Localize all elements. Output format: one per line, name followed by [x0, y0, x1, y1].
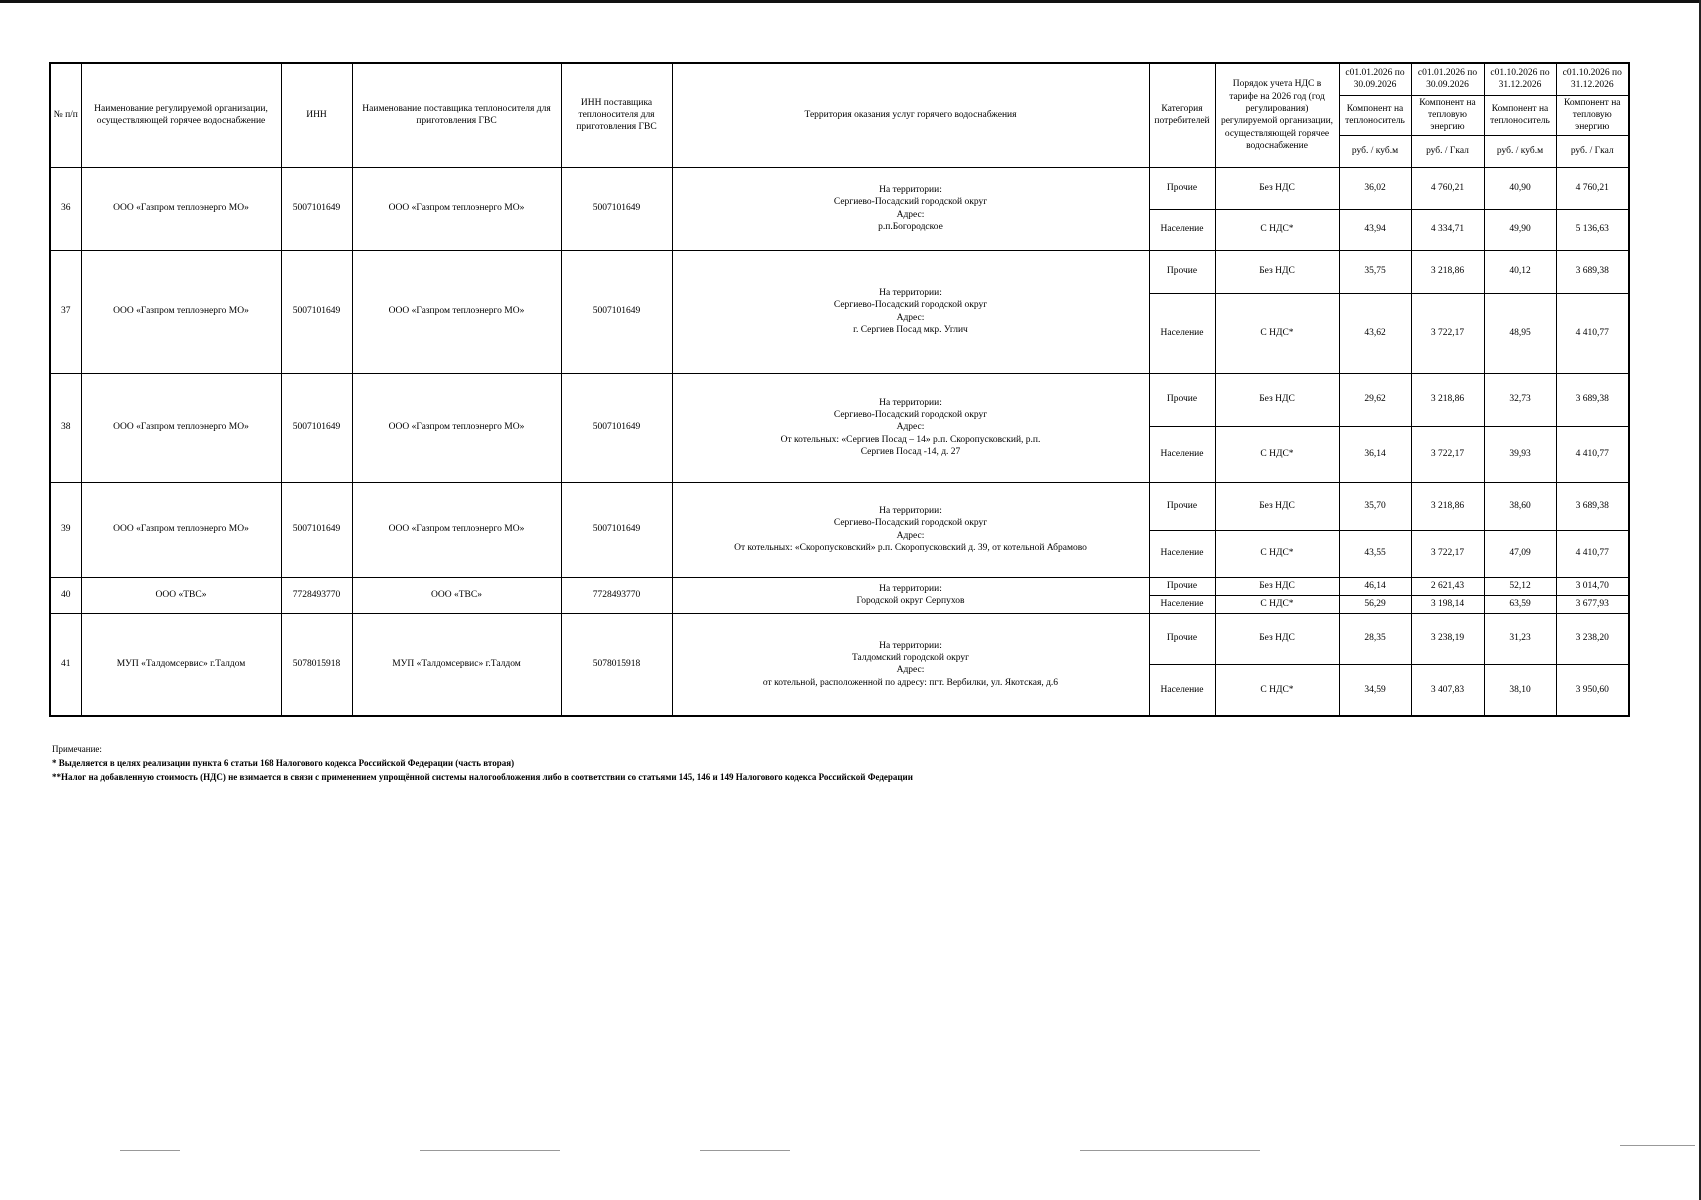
scan-artifact — [120, 1150, 180, 1151]
scan-artifact — [700, 1150, 790, 1151]
cell-value: 2 621,43 — [1411, 577, 1484, 595]
territory-line: От котельных: «Сергиев Посад – 14» р.п. Скоропусковский, р.п. — [780, 434, 1041, 445]
cell-value: 35,70 — [1339, 482, 1411, 530]
cell-category: Население — [1149, 426, 1215, 482]
cell-category: Население — [1149, 209, 1215, 250]
cell-value: 43,94 — [1339, 209, 1411, 250]
header-vat-order: Порядок учета НДС в тарифе на 2026 год (год регулирования) регулируемой организации, осуществляющей горячее водоснабжение — [1215, 63, 1339, 167]
header-unit-gcal-2: руб. / Гкал — [1556, 135, 1629, 167]
scan-top-border — [0, 0, 1701, 3]
row-supplier: ООО «Газпром теплоэнерго МО» — [352, 373, 561, 482]
row-num: 38 — [50, 373, 81, 482]
cell-value: 49,90 — [1484, 209, 1556, 250]
row-supplier: ООО «Газпром теплоэнерго МО» — [352, 167, 561, 250]
cell-value: 39,93 — [1484, 426, 1556, 482]
header-unit-m3-1: руб. / куб.м — [1339, 135, 1411, 167]
notes-block — [52, 742, 913, 784]
table-row — [50, 482, 1629, 530]
header-supplier-name: Наименование поставщика теплоносителя для приготовления ГВС — [352, 63, 561, 167]
cell-value: 43,55 — [1339, 530, 1411, 577]
row-territory — [672, 577, 1149, 613]
cell-value: 3 677,93 — [1556, 595, 1629, 613]
cell-vat: С НДС* — [1215, 209, 1339, 250]
row-num: 36 — [50, 167, 81, 250]
cell-value: 34,59 — [1339, 664, 1411, 716]
cell-vat: С НДС* — [1215, 530, 1339, 577]
cell-value: 40,12 — [1484, 250, 1556, 293]
cell-value: 3 218,86 — [1411, 482, 1484, 530]
cell-value: 5 136,63 — [1556, 209, 1629, 250]
cell-value: 40,90 — [1484, 167, 1556, 209]
territory-line: Адрес: — [896, 530, 925, 541]
cell-category: Население — [1149, 530, 1215, 577]
header-period-1: с01.01.2026 по 30.09.2026 — [1339, 63, 1411, 95]
row-territory — [672, 613, 1149, 716]
territory-line: Талдомский городской округ — [851, 652, 970, 663]
cell-value: 3 218,86 — [1411, 373, 1484, 426]
header-comp-carrier-2: Компонент на теплоноситель — [1484, 95, 1556, 135]
territory-line: На территории: — [879, 184, 942, 195]
header-unit-gcal-1: руб. / Гкал — [1411, 135, 1484, 167]
table-row — [50, 577, 1629, 595]
cell-vat: С НДС* — [1215, 595, 1339, 613]
header-period-4: с01.10.2026 по 31.12.2026 — [1556, 63, 1629, 95]
cell-value: 3 407,83 — [1411, 664, 1484, 716]
notes-title: Примечание: — [52, 744, 102, 754]
tariff-table — [49, 62, 1630, 717]
cell-value: 3 689,38 — [1556, 250, 1629, 293]
cell-value: 3 198,14 — [1411, 595, 1484, 613]
row-inn: 5007101649 — [281, 250, 352, 373]
cell-value: 36,14 — [1339, 426, 1411, 482]
row-org: МУП «Талдомсервис» г.Талдом — [81, 613, 281, 716]
row-supplier-inn: 5007101649 — [561, 373, 672, 482]
cell-value: 32,73 — [1484, 373, 1556, 426]
cell-value: 52,12 — [1484, 577, 1556, 595]
cell-value: 3 238,19 — [1411, 613, 1484, 664]
territory-line: Адрес: — [896, 312, 925, 323]
territory-line: Сергиево-Посадский городской округ — [833, 300, 988, 311]
scan-artifact — [1080, 1150, 1260, 1151]
cell-value: 3 950,60 — [1556, 664, 1629, 716]
header-supplier-inn: ИНН поставщика теплоносителя для приготовления ГВС — [561, 63, 672, 167]
note-vat-allocated: * Выделяется в целях реализации пункта 6 статьи 168 Налогового кодекса Российской Федерации (часть вторая) — [52, 758, 515, 768]
row-num: 41 — [50, 613, 81, 716]
cell-value: 48,95 — [1484, 293, 1556, 373]
cell-category: Прочие — [1149, 613, 1215, 664]
row-supplier: ООО «Газпром теплоэнерго МО» — [352, 482, 561, 577]
cell-value: 4 410,77 — [1556, 293, 1629, 373]
row-num: 37 — [50, 250, 81, 373]
territory-line: Адрес: — [896, 665, 925, 676]
territory-line: На территории: — [879, 583, 942, 594]
header-num: № п/п — [50, 63, 81, 167]
table-row — [50, 250, 1629, 293]
row-supplier-inn: 5078015918 — [561, 613, 672, 716]
row-org: ООО «Газпром теплоэнерго МО» — [81, 482, 281, 577]
cell-value: 4 760,21 — [1556, 167, 1629, 209]
territory-line: р.п.Богородское — [878, 221, 943, 232]
cell-value: 46,14 — [1339, 577, 1411, 595]
cell-vat: Без НДС — [1215, 373, 1339, 426]
cell-value: 38,10 — [1484, 664, 1556, 716]
header-unit-m3-2: руб. / куб.м — [1484, 135, 1556, 167]
row-inn: 5007101649 — [281, 482, 352, 577]
cell-value: 4 334,71 — [1411, 209, 1484, 250]
cell-vat: С НДС* — [1215, 426, 1339, 482]
cell-value: 4 760,21 — [1411, 167, 1484, 209]
row-inn: 5007101649 — [281, 167, 352, 250]
cell-value: 3 722,17 — [1411, 293, 1484, 373]
header-period-3: с01.10.2026 по 31.12.2026 — [1484, 63, 1556, 95]
cell-value: 29,62 — [1339, 373, 1411, 426]
cell-value: 47,09 — [1484, 530, 1556, 577]
row-num: 39 — [50, 482, 81, 577]
note-vat-exempt: **Налог на добавленную стоимость (НДС) не взимается в связи с применением упрощённой системы налогообложения либо в соответствии со статьями 145, 146 и 149 Налогового кодекса Российской Федерации — [52, 772, 913, 782]
row-supplier-inn: 7728493770 — [561, 577, 672, 613]
row-supplier-inn: 5007101649 — [561, 482, 672, 577]
header-inn: ИНН — [281, 63, 352, 167]
row-supplier: ООО «Газпром теплоэнерго МО» — [352, 250, 561, 373]
territory-line: Адрес: — [896, 209, 925, 220]
cell-category: Население — [1149, 664, 1215, 716]
header-org-name: Наименование регулируемой организации, осуществляющей горячее водоснабжение — [81, 63, 281, 167]
table-row — [50, 167, 1629, 209]
cell-category: Прочие — [1149, 373, 1215, 426]
row-territory — [672, 482, 1149, 577]
territory-line: от котельной, расположенной по адресу: пгт. Вербилки, ул. Якотская, д.6 — [762, 677, 1059, 688]
cell-value: 63,59 — [1484, 595, 1556, 613]
cell-value: 4 410,77 — [1556, 426, 1629, 482]
territory-line: На территории: — [879, 287, 942, 298]
row-territory — [672, 167, 1149, 250]
territory-line: Сергиево-Посадский городской округ — [833, 518, 988, 529]
header-comp-energy-2: Компонент на тепловую энергию — [1556, 95, 1629, 135]
cell-value: 3 014,70 — [1556, 577, 1629, 595]
cell-vat: С НДС* — [1215, 664, 1339, 716]
cell-category: Прочие — [1149, 250, 1215, 293]
row-inn: 5007101649 — [281, 373, 352, 482]
cell-value: 3 722,17 — [1411, 530, 1484, 577]
scan-artifact — [1620, 1145, 1695, 1146]
cell-value: 31,23 — [1484, 613, 1556, 664]
territory-line: Сергиево-Посадский городской округ — [833, 410, 988, 421]
row-org: ООО «Газпром теплоэнерго МО» — [81, 373, 281, 482]
header-category: Категория потребителей — [1149, 63, 1215, 167]
row-territory — [672, 250, 1149, 373]
cell-value: 3 689,38 — [1556, 482, 1629, 530]
header-comp-energy-1: Компонент на тепловую энергию — [1411, 95, 1484, 135]
header-comp-carrier-1: Компонент на теплоноситель — [1339, 95, 1411, 135]
territory-line: Городской округ Серпухов — [856, 596, 965, 607]
cell-vat: С НДС* — [1215, 293, 1339, 373]
cell-vat: Без НДС — [1215, 167, 1339, 209]
row-supplier-inn: 5007101649 — [561, 167, 672, 250]
row-org: ООО «ТВС» — [81, 577, 281, 613]
cell-value: 28,35 — [1339, 613, 1411, 664]
cell-category: Население — [1149, 595, 1215, 613]
territory-line: г. Сергиев Посад мкр. Углич — [853, 324, 968, 335]
cell-value: 38,60 — [1484, 482, 1556, 530]
territory-line: На территории: — [879, 640, 942, 651]
table-row — [50, 373, 1629, 426]
cell-value: 4 410,77 — [1556, 530, 1629, 577]
cell-value: 56,29 — [1339, 595, 1411, 613]
cell-value: 43,62 — [1339, 293, 1411, 373]
cell-value: 36,02 — [1339, 167, 1411, 209]
cell-value: 3 238,20 — [1556, 613, 1629, 664]
header-period-2: с01.01.2026 по 30.09.2026 — [1411, 63, 1484, 95]
row-inn: 5078015918 — [281, 613, 352, 716]
row-org: ООО «Газпром теплоэнерго МО» — [81, 167, 281, 250]
cell-category: Прочие — [1149, 167, 1215, 209]
cell-vat: Без НДС — [1215, 613, 1339, 664]
cell-category: Прочие — [1149, 482, 1215, 530]
cell-category: Население — [1149, 293, 1215, 373]
territory-line: Адрес: — [896, 422, 925, 433]
territory-line: Сергиев Посад -14, д. 27 — [860, 447, 961, 458]
row-territory — [672, 373, 1149, 482]
territory-line: На территории: — [879, 397, 942, 408]
territory-line: От котельных: «Скоропусковский» р.п. Скоропусковский д. 39, от котельной Абрамово — [734, 542, 1087, 553]
cell-vat: Без НДС — [1215, 577, 1339, 595]
row-num: 40 — [50, 577, 81, 613]
header-territory: Территория оказания услуг горячего водоснабжения — [672, 63, 1149, 167]
row-org: ООО «Газпром теплоэнерго МО» — [81, 250, 281, 373]
cell-value: 3 218,86 — [1411, 250, 1484, 293]
cell-vat: Без НДС — [1215, 482, 1339, 530]
table-row — [50, 613, 1629, 664]
territory-line: На территории: — [879, 505, 942, 516]
scan-artifact — [420, 1150, 560, 1151]
cell-category: Прочие — [1149, 577, 1215, 595]
cell-value: 35,75 — [1339, 250, 1411, 293]
row-supplier: МУП «Талдомсервис» г.Талдом — [352, 613, 561, 716]
cell-vat: Без НДС — [1215, 250, 1339, 293]
cell-value: 3 689,38 — [1556, 373, 1629, 426]
cell-value: 3 722,17 — [1411, 426, 1484, 482]
row-inn: 7728493770 — [281, 577, 352, 613]
row-supplier-inn: 5007101649 — [561, 250, 672, 373]
territory-line: Сергиево-Посадский городской округ — [833, 197, 988, 208]
row-supplier: ООО «ТВС» — [352, 577, 561, 613]
